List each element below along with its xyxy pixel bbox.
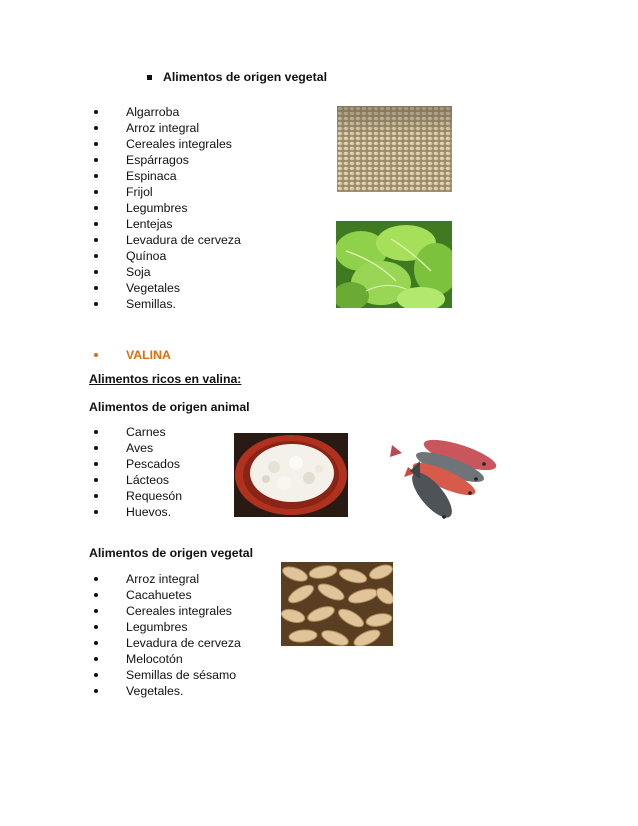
list-item: Cacahuetes	[94, 587, 241, 603]
list-item: Cereales integrales	[94, 603, 241, 619]
list-item: Lentejas	[94, 216, 241, 232]
list-item: Arroz integral	[94, 571, 241, 587]
list-item: Levadura de cerveza	[94, 635, 241, 651]
list-item: Espinaca	[94, 168, 241, 184]
list-item: Requesón	[94, 488, 182, 504]
peanuts-photo	[281, 562, 393, 646]
list-item: Vegetales.	[94, 683, 241, 699]
cottage-cheese-photo	[234, 433, 348, 517]
list-item: Semillas de sésamo	[94, 667, 241, 683]
list-item: Pescados	[94, 456, 182, 472]
list-item: Vegetales	[94, 280, 241, 296]
valina-bullet-icon	[94, 353, 98, 357]
list-item: Levadura de cerveza	[94, 232, 241, 248]
square-bullet-icon	[147, 75, 152, 80]
quinoa-photo	[337, 106, 452, 192]
list-item: Semillas.	[94, 296, 241, 312]
list-item: Melocotón	[94, 651, 241, 667]
animal-heading: Alimentos de origen animal	[89, 400, 250, 414]
list-item: Legumbres	[94, 200, 241, 216]
list-item: Huevos.	[94, 504, 182, 520]
list-item: Lácteos	[94, 472, 182, 488]
animal-food-list	[94, 424, 182, 520]
list-item: Algarroba	[94, 104, 241, 120]
valina-title: VALINA	[126, 348, 171, 362]
list-item: Aves	[94, 440, 182, 456]
list-item: Carnes	[94, 424, 182, 440]
vegetal-food-list-2	[94, 571, 241, 699]
section-heading-vegetal: Alimentos de origen vegetal	[163, 70, 327, 84]
list-item: Frijol	[94, 184, 241, 200]
list-item: Soja	[94, 264, 241, 280]
list-item: Arroz integral	[94, 120, 241, 136]
list-item: Espárragos	[94, 152, 241, 168]
list-item: Cereales integrales	[94, 136, 241, 152]
fish-photo	[380, 431, 500, 525]
list-item: Legumbres	[94, 619, 241, 635]
list-item: Quínoa	[94, 248, 241, 264]
rich-foods-heading: Alimentos ricos en valina:	[89, 372, 242, 386]
vegetal-food-list	[94, 104, 241, 312]
spinach-photo	[336, 221, 452, 308]
vegetal-heading-2: Alimentos de origen vegetal	[89, 546, 253, 560]
